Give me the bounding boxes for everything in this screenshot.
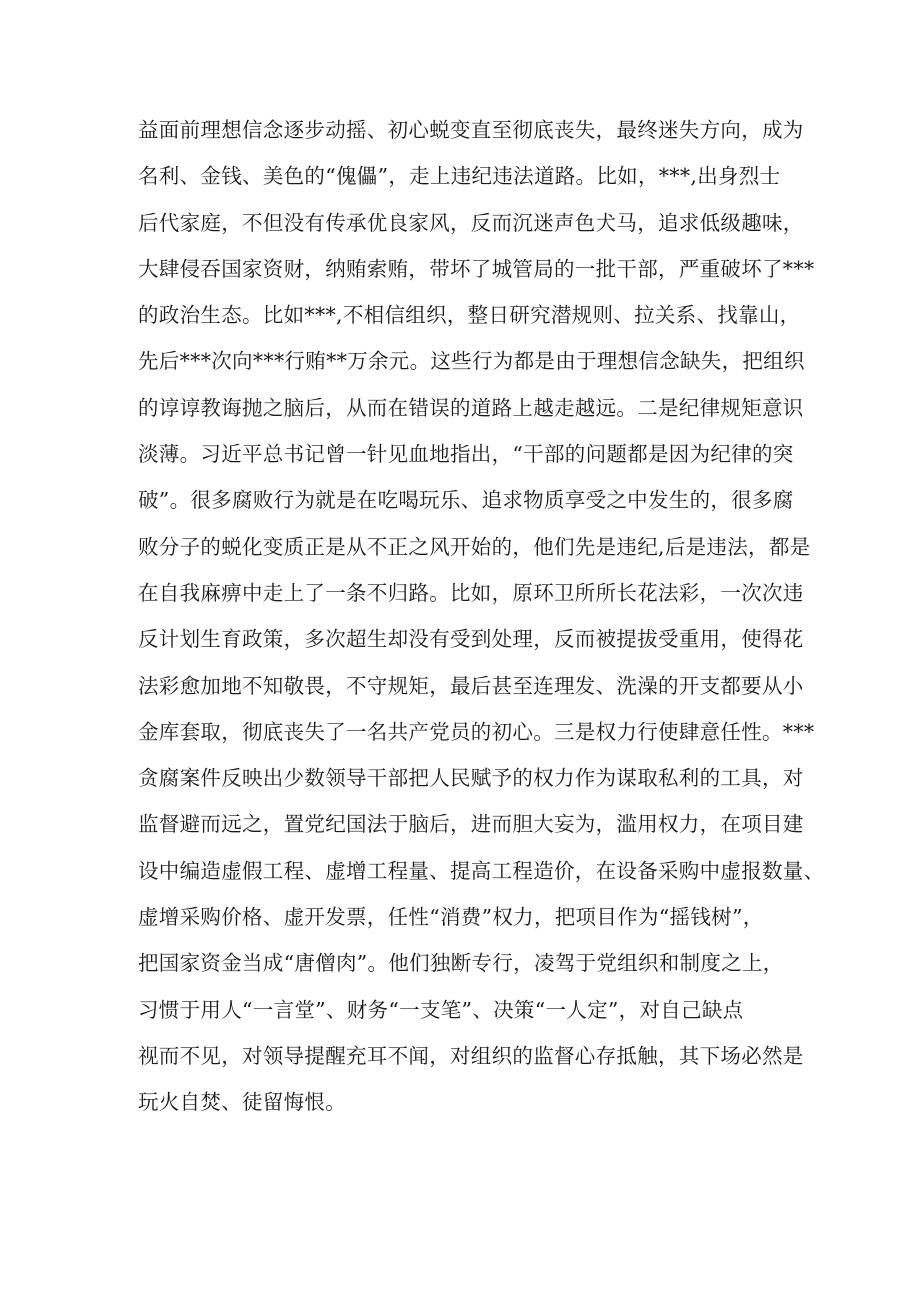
text-line: 虚增采购价格、虚开发票，任性“消费”权力，把项目作为“摇钱树”， <box>138 905 764 930</box>
text-line: 的谆谆教诲抛之脑后，从而在错误的道路上越走越远。二是纪律规矩意识 <box>138 395 804 420</box>
text-line: 设中编造虚假工程、虚增工程量、提高工程造价，在设备采购中虚报数量、 <box>138 858 825 883</box>
text-line: 贪腐案件反映出少数领导干部把人民赋予的权力作为谋取私利的工具，对 <box>138 766 804 791</box>
text-line: 视而不见，对领导提醒充耳不闻，对组织的监督心存抵触，其下场必然是 <box>138 1043 804 1068</box>
text-line: 的政治生态。比如***,不相信组织，整日研究潜规则、拉关系、找靠山， <box>138 303 801 328</box>
text-line: 习惯于用人“一言堂”、财务“一支笔”、决策“一人定”，对自己缺点 <box>138 997 744 1022</box>
text-line: 反计划生育政策，多次超生却没有受到处理，反而被提拔受重用，使得花 <box>138 627 804 652</box>
text-line: 在自我麻痹中走上了一条不归路。比如，原环卫所所长花法彩，一次次违 <box>138 580 804 605</box>
text-line: 后代家庭，不但没有传承优良家风，反而沉迷声色犬马，追求低级趣味， <box>138 210 804 235</box>
text-line: 监督避而远之，置党纪国法于脑后，进而胆大妄为，滥用权力，在项目建 <box>138 812 804 837</box>
text-line: 金库套取，彻底丧失了一名共产党员的初心。三是权力行使肆意任性。*** <box>138 719 815 744</box>
text-line: 把国家资金当成“唐僧肉”。他们独断专行，凌驾于党组织和制度之上， <box>138 951 784 976</box>
text-line: 法彩愈加地不知敬畏，不守规矩，最后甚至连理发、洗澡的开支都要从小 <box>138 673 804 698</box>
text-line: 败分子的蜕化变质正是从不正之风开始的，他们先是违纪,后是违法，都是 <box>138 534 811 559</box>
text-line: 破”。很多腐败行为就是在吃喝玩乐、追求物质享受之中发生的，很多腐 <box>138 488 794 513</box>
text-line: 淡薄。习近平总书记曾一针见血地指出，“干部的问题都是因为纪律的突 <box>138 442 794 467</box>
text-line: 益面前理想信念逐步动摇、初心蜕变直至彻底丧失，最终迷失方向，成为 <box>138 118 804 142</box>
body-paragraph <box>138 112 825 1131</box>
text-line: 先后***次向***行贿**万余元。这些行为都是由于理想信念缺失，把组织 <box>138 349 805 374</box>
text-line: 大肆侵吞国家资财，纳贿索贿，带坏了城管局的一批干部，严重破坏了*** <box>138 256 815 281</box>
text-line: 名利、金钱、美色的“傀儡”，走上违纪违法道路。比如，***,出身烈士 <box>138 164 781 189</box>
text-line: 玩火自焚、徒留悔恨。 <box>138 1090 346 1115</box>
